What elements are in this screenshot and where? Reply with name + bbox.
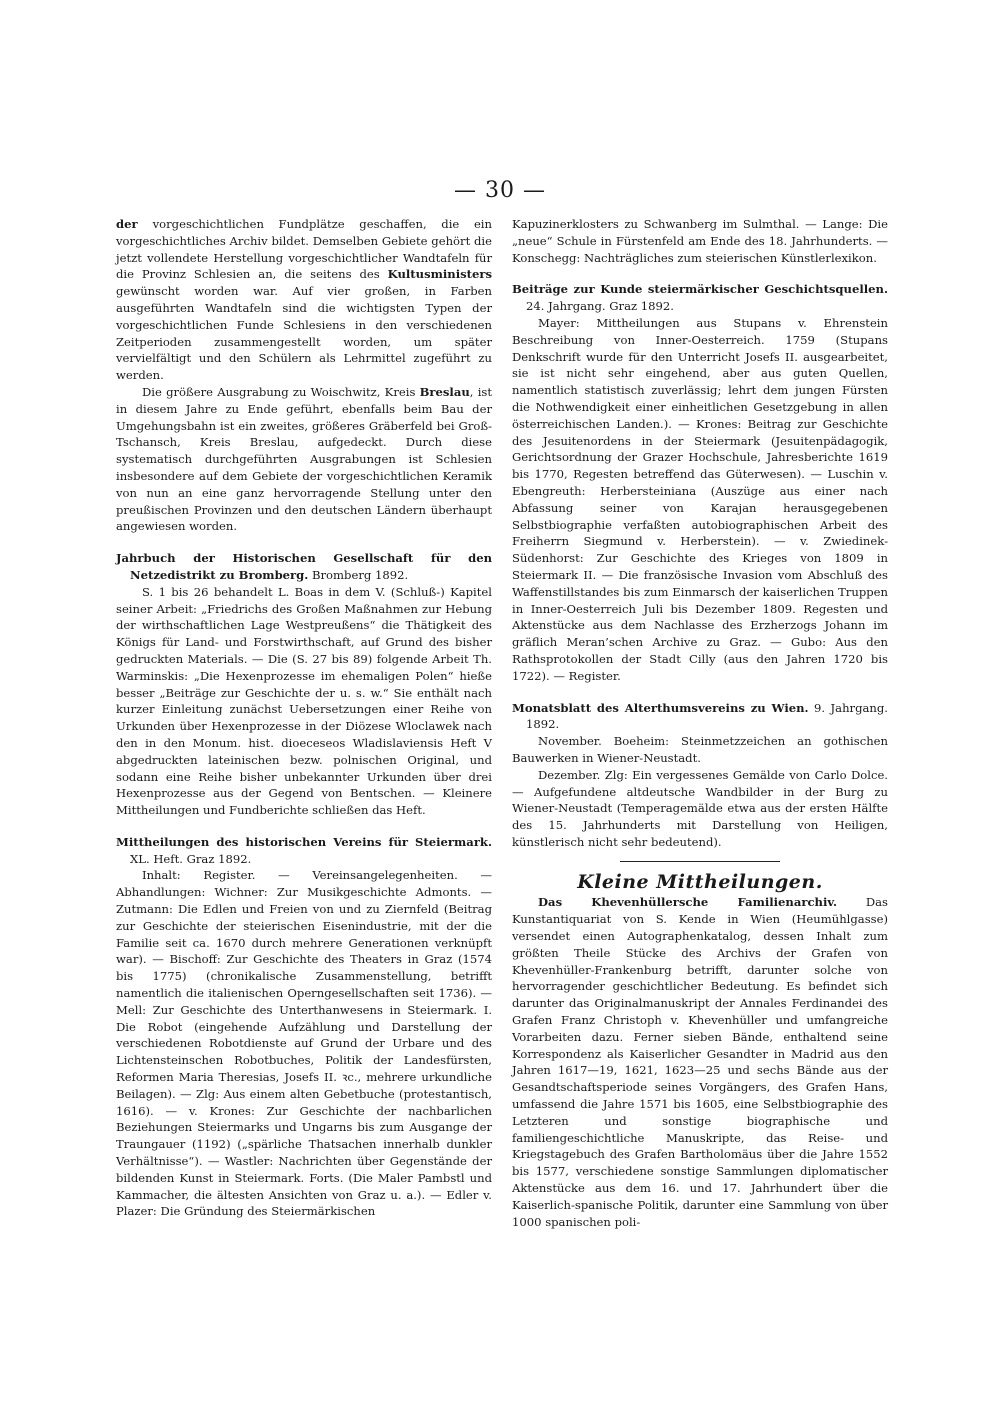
paragraph-spacer [116,535,492,550]
text-run: gewünscht worden war. Auf vier großen, in Farben ausgeführten Wandtafeln sind die wichtigsten Typen der vorgeschichtlichen Funde Schlesiens in den verschiedenen Zeitperioden zusammengestellt worden, um später vervielfältigt und den Schülern als Lehrmittel zugeführt zu werden. [116,284,492,383]
publication-heading [512,281,888,315]
text-run: Das Kunstantiquariat von S. Kende in Wien (Heumühlgasse) versendet einen Autographenkatalog, dessen Inhalt zum größten Theile Stücke des Archivs der Grafen von Khevenhüller-Frankenburg betrifft, darunter solche von hervorragender geschichtlicher Bedeutung. Es befindet sich darunter das Originalmanuskript der Annales Ferdinandei des Grafen Franz Christoph v. Khevenhüller und umfangreiche Vorarbeiten dazu. Ferner sieben Bände, enthaltend seine Korrespondenz als Kaiserlicher Gesandter in Madrid aus den Jahren 1617—19, 1621, 1623—25 und sechs Bände aus der Gesandtschaftsperiode seines Vorgängers, des Grafen Hans, umfassend die Jahre 1571 bis 1605, eine Selbstbiographie des Letzteren und sonstige biographische und familiengeschichtliche Manuskripte, das Reise- und Kriegstagebuch des Grafen Bartholomäus über die Jahre 1552 bis 1577, verschiedene sonstige Sammlungen diplomatischer Aktenstücke aus dem 16. und 17. Jahrhundert über die Kaiserlich-spanische Politik, darunter eine Sammlung von über 1000 spanischen poli- [512,895,888,1229]
bold-text: Kultusministers [387,267,492,282]
text-run: Dezember. Zlg: Ein vergessenes Gemälde von Carlo Dolce. — Aufgefundene altdeutsche Wandbilder in der Burg zu Wiener-Neustadt (Temperagemälde etwa aus der ersten Hälfte des 15. Jahrhunderts mit Darstellung von Heiligen, künstlerisch nicht sehr bedeutend). [512,767,888,849]
text-run: Mayer: Mittheilungen aus Stupans v. Ehrenstein Beschreibung von Inner-Oesterreich. 1759 (Stupans Denkschrift wurde für den Unterricht Josefs II. ausgearbeitet, sie ist nicht sehr eingehend, aber aus guten Quellen, namentlich statistisch zuverlässig; lehrt dem jungen Fürsten die Nothwendigkeit einer einheitlichen Gesetzgebung in allen österreichischen Landen.). — Krones: Beitrag zur Geschichte des Jesuitenordens in der Steiermark (Jesuitenpädagogik, Gerichtsordnung der Grazer Hochschule, Jahresberichte 1619 bis 1770, Regesten betreffend das Güterwesen). — Luschin v. Ebengreuth: Herbersteiniana (Auszüge aus einer nach Abfassung seiner von Karajan herausgegebenen Selbstbiographie verfaßten autobiographischen Arbeit des Freiherrn Siegmund v. Herberstein). — v. Zwiedinek-Südenhorst: Zur Geschichte des Krieges von 1809 in Steiermark II. — Die französische Invasion vom Abschluß des Waffenstillstandes bis zum Einmarsch der kaiserlichen Truppen in Inner-Oesterreich Juli bis Dezember 1809. Regesten und Aktenstücke aus dem Nachlasse des Erzherzogs Johann im gräflich Meran’schen Archive zu Graz. — Gubo: Aus den Rathsprotokollen der Stadt Cilly (aus den Jahren 1720 bis 1722). — Register. [512,315,888,683]
paragraph-spacer [512,685,888,700]
bold-text: Das Khevenhüllersche Familienarchiv. [538,895,837,910]
text-run: Die größere Ausgrabung zu Woischwitz, Kreis [142,384,420,399]
text-run: Kapuzinerklosters zu Schwanberg im Sulmthal. — Lange: Die „neue“ Schule in Fürstenfeld am Ende des 18. Jahrhunderts. — Konschegg: Nachträgliches zum steierischen Künstlerlexikon. [512,217,888,265]
text-run: , ist in diesem Jahre zu Ende geführt, ebenfalls beim Bau der Umgehungsbahn ist ein zweites, größeres Gräberfeld bei Groß-Tschansch, Kreis Breslau, aufgedeckt. Durch diese systematisch durchgeführten Ausgrabungen ist Schlesien insbesondere auf dem Gebiete der vorgeschichtlichen Keramik von nun an eine ganz hervorragende Stellung unter den preußischen Provinzen und den deutschen Ländern überhaupt angewiesen worden. [116,384,493,534]
text-run: vorgeschichtlichen Fundplätze geschaffen, die ein vorgeschichtliches Archiv bildet. Demselben Gebiete gehört die jetzt vollendete Herstellung vorgeschichtlicher Wandtafeln für die Provinz Schlesien an, die seitens des [116,217,492,282]
text-run: Bromberg 1892. [308,567,409,582]
paragraph-spacer [512,266,888,281]
paragraph [116,584,492,819]
text-run: XL. Heft. Graz 1892. [130,851,252,866]
paragraph [116,384,492,535]
paragraph [512,894,888,1230]
page-number: — 30 — [454,178,546,203]
text-run: S. 1 bis 26 behandelt L. Boas in dem V. (Schluß-) Kapitel seiner Arbeit: „Friedrichs des Großen Maßnahmen zur Hebung der wirthschaftlichen Lage Westpreußens“ die Thätigkeit des Königs für Land- und Forstwirthschaft, auf Grund des bisher gedruckten Materials. — Die (S. 27 bis 89) folgende Arbeit Th. Warminskis: „Die Hexenprozesse im ehemaligen Polen“ hieße besser „Beiträge zur Geschichte der u. s. w.“ Sie enthält nach kurzer Einleitung zunächst Uebersetzungen einer Reihe von Urkunden über Hexenprozesse in der Diözese Wloclawek nach den in den Monum. hist. dioeceseos Wladislaviensis Heft V abgedruckten lateinischen bezw. polnischen Original, und sodann eine Reihe bisher unbekannter Urkunden über drei Hexenprozesse aus der Gegend von Bentschen. — Kleinere Mittheilungen und Fundberichte schließen das Heft. [116,584,492,818]
section-heading: Kleine Mittheilungen. [577,870,823,893]
section-divider [620,861,780,862]
publication-heading [116,834,492,868]
paragraph [116,867,492,1220]
text-run: 24. Jahrgang. Graz 1892. [526,299,674,314]
bold-text: der [116,217,153,231]
bold-text: Monatsblatt des Alterthumsvereins zu Wien. [512,700,809,715]
bold-text: Breslau [419,384,470,399]
paragraph [512,733,888,767]
bold-text: Mittheilungen des historischen Vereins für Steiermark. [116,834,492,849]
bold-text: Beiträge zur Kunde steiermärkischer Geschichtsquellen. [512,282,888,297]
publication-heading [512,700,888,734]
bold-text: Jahrbuch der Historischen Gesellschaft für den Netzedistrikt zu Bromberg. [116,551,492,582]
text-run: 9. Jahrgang. 1892. [526,700,888,732]
paragraph-spacer [116,819,492,834]
paragraph [512,315,888,685]
right-column [512,216,888,1230]
left-column [116,216,492,1220]
publication-heading [116,550,492,584]
paragraph [116,216,492,384]
paragraph [512,216,888,266]
text-run: November. Boeheim: Steinmetzzeichen an gothischen Bauwerken in Wiener-Neustadt. [512,734,888,765]
paragraph [512,767,888,851]
text-run: Inhalt: Register. — Vereinsangelegenheiten. — Abhandlungen: Wichner: Zur Musikgeschichte Admonts. — Zutmann: Die Edlen und Freien von und zu Ziernfeld (Beitrag zur Geschichte der steierischen Eisenindustrie, mit der die Familie seit ca. 1670 durch mehrere Generationen verknüpft war). — Bischoff: Zur Geschichte des Theaters in Graz (1574 bis 1775) (chronikalische Zusammenstellung, betrifft namentlich die italienischen Operngesellschaften seit 1736). — Mell: Zur Geschichte des Unterthanwesens in Steiermark. I. Die Robot (eingehende Aufzählung und Darstellung der verschiedenen Robotdienste auf Grund der Urbare und des Lichtensteinschen Robotbuches, Politik der Landesfürsten, Reformen Maria Theresias, Josefs II. ꝛc., mehrere urkundliche Beilagen). — Zlg: Aus einem alten Gebetbuche (protestantisch, 1616). — v. Krones: Zur Geschichte der nachbarlichen Beziehungen Steiermarks und Ungarns bis zum Ausgange der Traungauer (1192) („spärliche Thatsachen innerhalb dunkler Verhältnisse“). — Wastler: Nachrichten über Gegenstände der bildenden Kunst in Steiermark. Forts. (Die Maler Pambstl und Kammacher, die ältesten Ansichten von Graz u. a.). — Edler v. Plazer: Die Gründung des Steiermärkischen [116,868,492,1219]
